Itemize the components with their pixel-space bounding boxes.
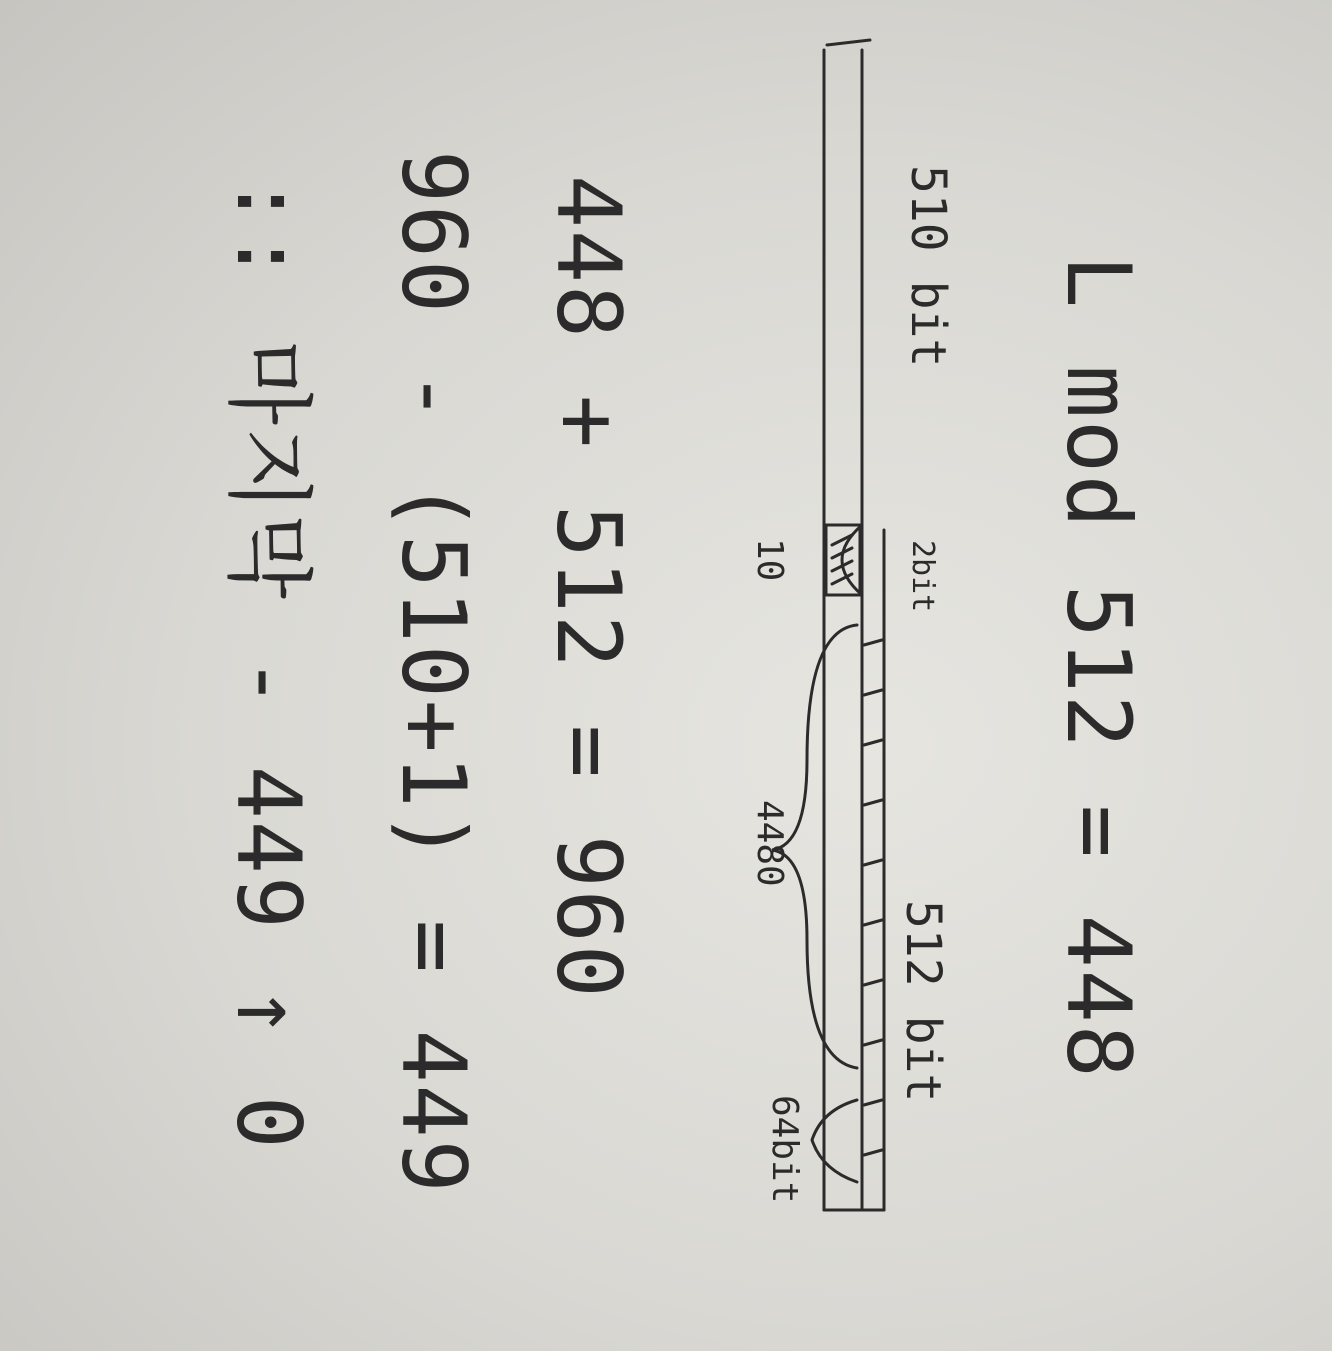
conclusion: :: 마지막 - 449 ↑ 0 (217, 175, 320, 1151)
label-2bit: 2bit (905, 540, 940, 613)
bar-start-tick (827, 40, 870, 45)
label-4480: 4480 (749, 800, 790, 887)
label-512-bit: 512 bit (895, 900, 951, 1103)
formula-sum: 448 + 512 = 960 (537, 175, 640, 1000)
label-10: 10 (749, 538, 790, 582)
formula-difference: 960 - (510+1) = 449 (382, 150, 485, 1195)
label-510-bit: 510 bit (900, 165, 956, 368)
label-64-bit: 64bit (764, 1095, 805, 1204)
brace-64 (812, 1100, 857, 1182)
formula-modulo: L mod 512 = 448 (1047, 255, 1150, 1080)
